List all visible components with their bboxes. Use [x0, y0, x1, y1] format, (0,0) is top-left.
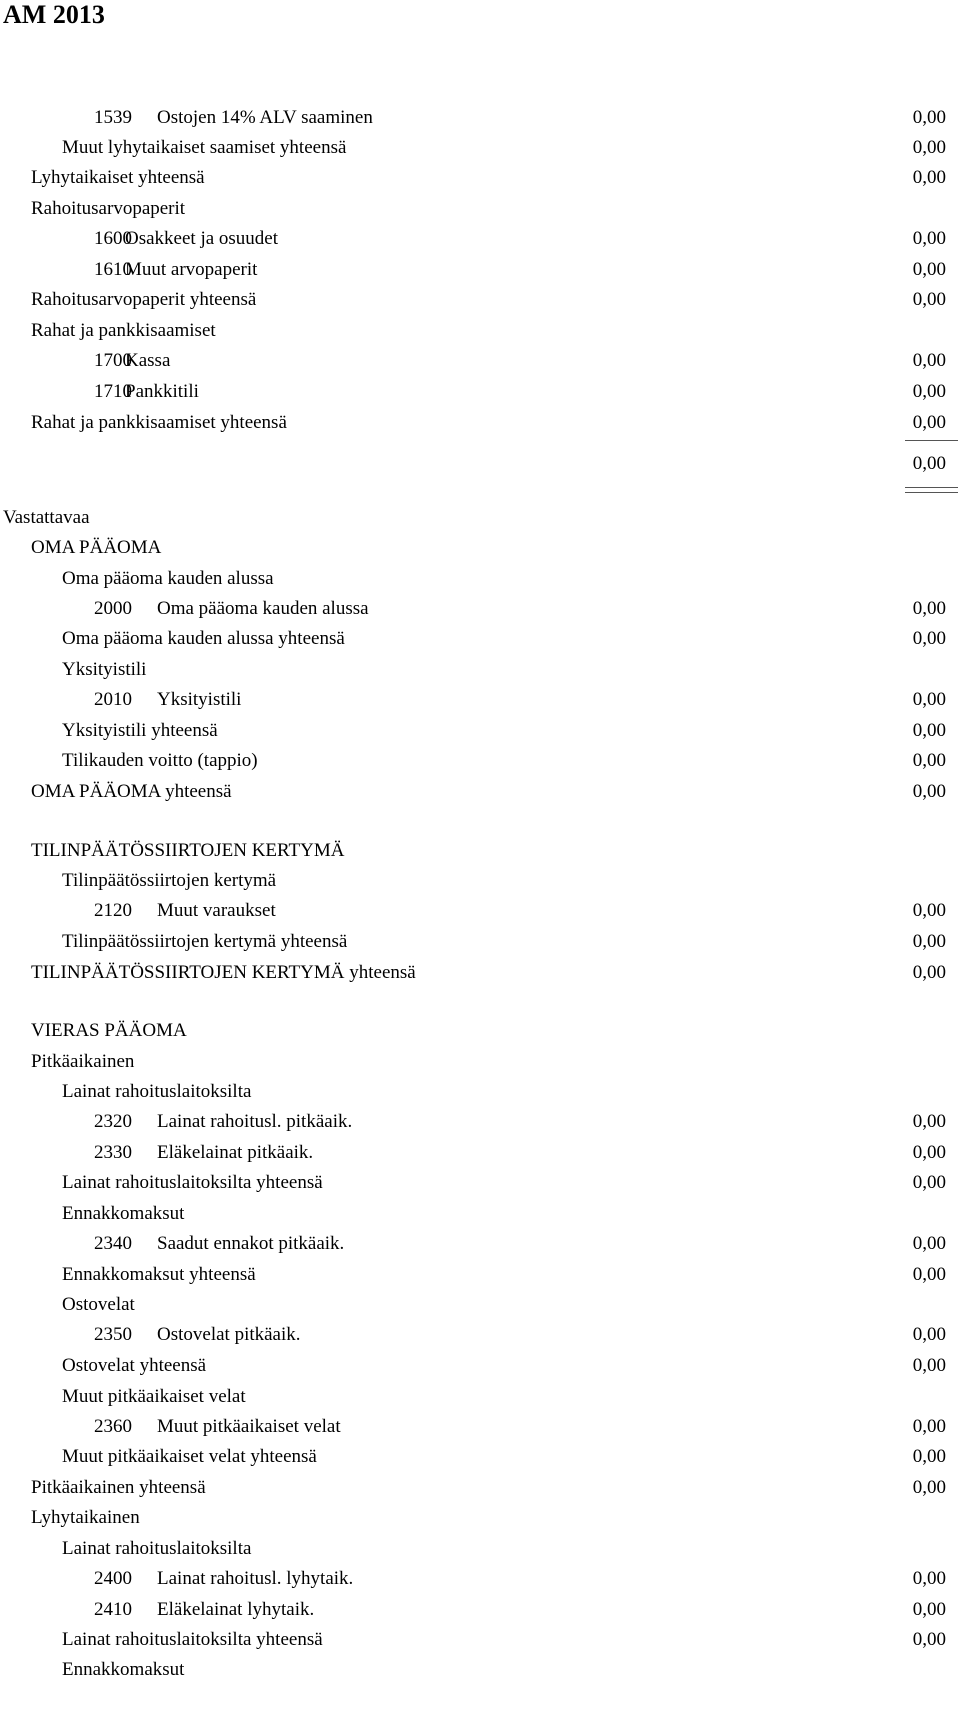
line-amount: 0,00 [912, 167, 946, 188]
line-label: Muut varaukset [157, 900, 276, 921]
line-amount: 0,00 [912, 1446, 946, 1467]
line-label: Kassa [125, 350, 171, 371]
line-label: Lainat rahoitusl. pitkäaik. [157, 1111, 353, 1132]
line-amount: 0,00 [912, 228, 946, 249]
section-row [0, 1260, 960, 1290]
section-row [0, 866, 960, 896]
section-row [0, 1168, 960, 1198]
line-amount: 0,00 [912, 1477, 946, 1498]
account-number: 2360 [94, 1416, 132, 1437]
total-rule-double-1 [905, 487, 958, 488]
line-label: Ostovelat yhteensä [62, 1355, 207, 1376]
line-label: Muut pitkäaikaiset velat yhteensä [62, 1446, 317, 1467]
line-amount: 0,00 [912, 689, 946, 710]
line-amount: 0,00 [912, 962, 946, 983]
line-label: TILINPÄÄTÖSSIIRTOJEN KERTYMÄ yhteensä [31, 962, 416, 983]
section-row [0, 1351, 960, 1381]
line-label: Yksityistili yhteensä [62, 720, 218, 741]
account-row [0, 255, 960, 285]
section-row [0, 655, 960, 685]
account-row [0, 1595, 960, 1625]
line-label: Muut pitkäaikaiset velat [157, 1416, 341, 1437]
account-number: 1610 [94, 259, 132, 280]
line-amount: 0,00 [912, 1416, 946, 1437]
line-label: OMA PÄÄOMA [31, 537, 162, 558]
line-label: Pitkäaikainen yhteensä [31, 1477, 206, 1498]
line-label: Muut lyhytaikaiset saamiset yhteensä [62, 137, 347, 158]
account-row [0, 685, 960, 715]
account-row [0, 377, 960, 407]
section-row [0, 503, 960, 533]
section-row [0, 836, 960, 866]
line-label: Oma pääoma kauden alussa [157, 598, 369, 619]
section-row [0, 408, 960, 438]
section-row [0, 777, 960, 807]
line-amount: 0,00 [912, 453, 946, 474]
account-row [0, 1320, 960, 1350]
line-amount: 0,00 [912, 1568, 946, 1589]
line-label: Yksityistili [157, 689, 242, 710]
line-label: Muut pitkäaikaiset velat [62, 1386, 246, 1407]
account-number: 2410 [94, 1599, 132, 1620]
line-amount: 0,00 [912, 1172, 946, 1193]
line-label: Oma pääoma kauden alussa [62, 568, 274, 589]
account-number: 2340 [94, 1233, 132, 1254]
account-row [0, 594, 960, 624]
line-label: Pitkäaikainen [31, 1051, 135, 1072]
line-amount: 0,00 [912, 412, 946, 433]
line-label: Lainat rahoituslaitoksilta [62, 1081, 252, 1102]
line-amount: 0,00 [912, 259, 946, 280]
line-label: OMA PÄÄOMA yhteensä [31, 781, 232, 802]
account-number: 1539 [94, 107, 132, 128]
line-label: Lainat rahoituslaitoksilta yhteensä [62, 1629, 323, 1650]
line-label: Vastattavaa [3, 507, 90, 528]
account-row [0, 1564, 960, 1594]
line-label: Rahoitusarvopaperit [31, 198, 186, 219]
section-row [0, 163, 960, 193]
account-row [0, 1107, 960, 1137]
account-number: 2400 [94, 1568, 132, 1589]
section-row [0, 1290, 960, 1320]
line-amount: 0,00 [912, 381, 946, 402]
section-row [0, 1442, 960, 1472]
line-amount: 0,00 [912, 628, 946, 649]
line-amount: 0,00 [912, 900, 946, 921]
line-label: Oma pääoma kauden alussa yhteensä [62, 628, 345, 649]
line-amount: 0,00 [912, 1324, 946, 1345]
line-label: Saadut ennakot pitkäaik. [157, 1233, 345, 1254]
line-label: Lyhytaikaiset yhteensä [31, 167, 205, 188]
section-row [0, 624, 960, 654]
account-number: 2000 [94, 598, 132, 619]
line-amount: 0,00 [912, 1142, 946, 1163]
line-label: Tilikauden voitto (tappio) [62, 750, 258, 771]
line-label: Tilinpäätössiirtojen kertymä yhteensä [62, 931, 348, 952]
account-row [0, 224, 960, 254]
account-number: 2120 [94, 900, 132, 921]
account-row [0, 896, 960, 926]
line-amount: 0,00 [912, 1599, 946, 1620]
account-number: 1710 [94, 381, 132, 402]
line-label: Lyhytaikainen [31, 1507, 140, 1528]
line-amount: 0,00 [912, 1355, 946, 1376]
line-amount: 0,00 [912, 781, 946, 802]
line-label: Ennakkomaksut yhteensä [62, 1264, 256, 1285]
section-row [0, 1077, 960, 1107]
account-number: 2320 [94, 1111, 132, 1132]
account-number: 2350 [94, 1324, 132, 1345]
section-row [0, 716, 960, 746]
line-label: Eläkelainat pitkäaik. [157, 1142, 314, 1163]
line-amount: 0,00 [912, 1629, 946, 1650]
account-row [0, 1412, 960, 1442]
section-row [0, 958, 960, 988]
line-amount: 0,00 [912, 107, 946, 128]
line-label: Ennakkomaksut [62, 1203, 185, 1224]
report-title: AM 2013 [3, 0, 105, 29]
section-row [0, 564, 960, 594]
line-label: Lainat rahoituslaitoksilta [62, 1538, 252, 1559]
grand-total-row [0, 449, 960, 479]
section-row [0, 133, 960, 163]
line-label: Pankkitili [125, 381, 199, 402]
line-label: VIERAS PÄÄOMA [31, 1020, 187, 1041]
section-row [0, 1016, 960, 1046]
line-label: Ostovelat [62, 1294, 135, 1315]
section-row [0, 746, 960, 776]
section-row [0, 316, 960, 346]
line-label: Rahat ja pankkisaamiset yhteensä [31, 412, 287, 433]
line-amount: 0,00 [912, 750, 946, 771]
section-row [0, 927, 960, 957]
section-row [0, 194, 960, 224]
line-amount: 0,00 [912, 1111, 946, 1132]
account-row [0, 346, 960, 376]
account-number: 2010 [94, 689, 132, 710]
section-row [0, 533, 960, 563]
line-label: Ostovelat pitkäaik. [157, 1324, 301, 1345]
line-label: Yksityistili [62, 659, 147, 680]
line-label: Osakkeet ja osuudet [125, 228, 279, 249]
section-row [0, 1047, 960, 1077]
section-row [0, 1473, 960, 1503]
line-label: TILINPÄÄTÖSSIIRTOJEN KERTYMÄ [31, 840, 345, 861]
line-amount: 0,00 [912, 350, 946, 371]
section-row [0, 1534, 960, 1564]
total-rule-top [905, 440, 958, 441]
section-row [0, 1655, 960, 1685]
account-row [0, 1138, 960, 1168]
line-label: Muut arvopaperit [125, 259, 258, 280]
section-row [0, 285, 960, 315]
account-row [0, 103, 960, 133]
line-label: Lainat rahoituslaitoksilta yhteensä [62, 1172, 323, 1193]
line-amount: 0,00 [912, 598, 946, 619]
line-amount: 0,00 [912, 931, 946, 952]
account-number: 1600 [94, 228, 132, 249]
total-rule-double-2 [905, 492, 958, 493]
line-amount: 0,00 [912, 137, 946, 158]
account-row [0, 1229, 960, 1259]
line-label: Ennakkomaksut [62, 1659, 185, 1680]
account-number: 2330 [94, 1142, 132, 1163]
line-label: Tilinpäätössiirtojen kertymä [62, 870, 277, 891]
section-row [0, 1503, 960, 1533]
line-label: Rahat ja pankkisaamiset [31, 320, 216, 341]
section-row [0, 1382, 960, 1412]
line-label: Rahoitusarvopaperit yhteensä [31, 289, 257, 310]
line-amount: 0,00 [912, 289, 946, 310]
line-label: Eläkelainat lyhytaik. [157, 1599, 315, 1620]
line-amount: 0,00 [912, 1264, 946, 1285]
line-amount: 0,00 [912, 1233, 946, 1254]
section-row [0, 1199, 960, 1229]
section-row [0, 1625, 960, 1655]
line-label: Ostojen 14% ALV saaminen [157, 107, 373, 128]
line-amount: 0,00 [912, 720, 946, 741]
account-number: 1700 [94, 350, 132, 371]
line-label: Lainat rahoitusl. lyhytaik. [157, 1568, 354, 1589]
